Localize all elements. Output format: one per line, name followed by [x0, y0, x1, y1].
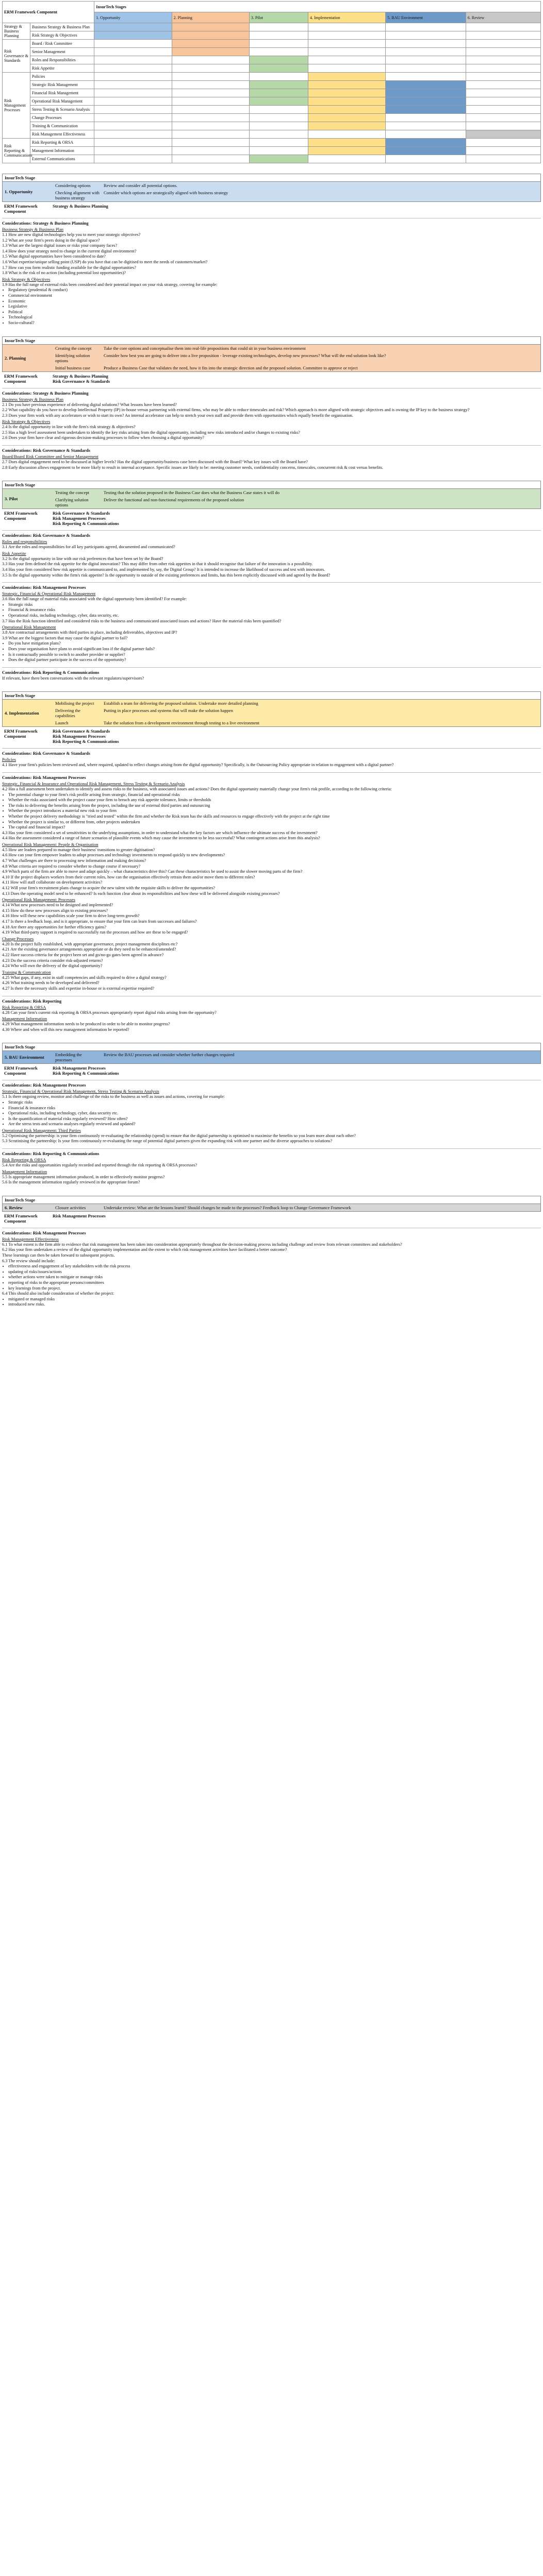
efc-value: Risk Management Processes [53, 1065, 106, 1071]
efc-value: Strategy & Business Planning [53, 373, 108, 379]
bullet-item: • Financial & insurance risks [8, 607, 541, 613]
matrix-row: Senior Management [30, 48, 94, 56]
bullet-item: • updating of risks/issues/actions [8, 1269, 541, 1275]
subsection-title: Change Processes [2, 936, 34, 941]
substage-name: Launch [55, 720, 69, 726]
question: 4.1 Have your firm's policies been reviewed and, where required, updated to reflect changes arising from the digital opportunity? Specifically, is the Outsourcing Policy appropriate in relation to engagement with a digital partner? [2, 762, 394, 768]
efc-value: Risk Management Processes [53, 516, 106, 521]
question: 3.1 Are the roles and responsibilities for all key participants agreed, documented and communicated? [2, 545, 175, 550]
bullet-item: • Are the stress tests and scenario analyses regularly reviewed and updated? [8, 1122, 541, 1127]
matrix-row: Risk Reporting & ORSA [30, 139, 94, 147]
bullet-item: • Political [8, 310, 541, 315]
stage-name: 5. BAU Environment [5, 1055, 44, 1060]
bullet-item: • whether actions were taken to mitigate or manage risks [8, 1275, 541, 1280]
question: 4.8 What criteria are required to consider whether to change course if necessary? [2, 863, 141, 869]
matrix-row: Management Information [30, 147, 94, 155]
question: 6.2 Has your firm undertaken a review of the digital opportunity implementation and the extent to which risk management activities have facilitated a better outcome? [2, 1247, 287, 1252]
question: 3.4 Has your firm considered how risk appetite is communicated to, and implemented by, say, the Digital Group? It is intended to increase the likelihood of success and test with innovators. [2, 567, 325, 572]
question: 5.1 Is there ongoing review, monitor and challenge of the risks to the business as well as issues and actions, covering for example: [2, 1094, 225, 1099]
matrix-cell-filled [466, 130, 540, 139]
stage-panel-implementation [2, 691, 541, 727]
question: 2.3 Does your firm work with any accelerators or wish to start its own? An internal accelerator can help to stretch your own staff and provide them with opportunities which equally benefit the organisation. [2, 413, 354, 418]
substage-desc: Testing that the solution proposed in the Business Case does what the Business Case states it will do [104, 490, 280, 496]
subsection-title: Policies [2, 757, 16, 762]
bullet-list [2, 287, 541, 326]
subsection-title: Business Strategy & Business Plan [2, 227, 64, 232]
subsection-title: Risk Strategy & Objectives [2, 419, 51, 425]
subsection-title: Risk Appetite [2, 550, 26, 556]
substage-desc: Undertake review: What are the lessons learnt? Should changes be made to the processes? Feedback loop to Change Governance Framework [104, 1205, 351, 1210]
question: If relevant, have there been conversations with the relevant regulators/supervisors? [2, 675, 144, 681]
stage-name: 6. Review [5, 1205, 23, 1210]
matrix-cell-filled [308, 147, 385, 155]
erm-component-list [2, 728, 541, 744]
matrix-cell-filled [94, 31, 172, 40]
matrix-cell-filled [308, 122, 385, 130]
question: 4.18 Are there any opportunities for further efficiency gains? [2, 924, 106, 929]
considerations-section [2, 582, 541, 663]
efc-label: ERM Framework Component [4, 1213, 38, 1224]
matrix-cell-filled [386, 89, 466, 97]
bullet-item: • Legislative [8, 304, 541, 310]
bullet-item: • Operational risks, including technology, cyber, data security etc. [8, 1111, 541, 1116]
subsection-title: Management Information [2, 1168, 47, 1174]
bullet-item: • Commercial environment [8, 293, 541, 299]
matrix-row: Financial Risk Management [30, 89, 94, 97]
question: 1.2 What are your firm's peers doing in the digital space? [2, 238, 100, 243]
matrix-cell-filled [172, 40, 249, 48]
matrix-cell-filled [172, 23, 249, 31]
question: 1.1 How are new digital technologies help you to meet your strategic objectives? [2, 232, 141, 237]
question: 4.13 Does the operating model need to be enhanced? Is each function clear about its responsibilities and how these will be delivered alongside existing processes? [2, 891, 280, 896]
substage-desc: Consider which options are strategically aligned with business strategy [104, 190, 228, 195]
bullet-item: • Do you have mitigation plans? [8, 641, 541, 647]
matrix-cell-filled [308, 106, 385, 114]
matrix-stages-header: InsurTech Stages [94, 2, 541, 12]
bullet-item: • effectiveness and engagement of key stakeholders with the risk process [8, 1264, 541, 1269]
considerations-title: Considerations: Risk Management Processes [2, 585, 86, 590]
bullet-item: • Socio-cultural? [8, 320, 541, 326]
question: 4.19 What third-party support is required to successfully run the processes and how are these to be engaged? [2, 930, 188, 935]
question: 4.2 Has a full assessment been undertaken to identify and assess risks to the business, with associated issues and actions? Does the digital opportunity materially change your firm's risk profile, according to the following criteria: [2, 786, 392, 791]
matrix-row: Board / Risk Committee [30, 40, 94, 48]
question: 4.25 What gaps, if any, exist in staff competencies and skills required to drive a digital strategy? [2, 975, 167, 980]
bullet-item: • reporting of risks to the appropriate persons/committees [8, 1280, 541, 1286]
question: 5.4 Are the risks and opportunities regularly recorded and reported through the risk reporting & ORSA processes? [2, 1163, 198, 1168]
considerations-title: Considerations: Risk Management Processes [2, 1230, 86, 1235]
subsection-title: Operational Risk Management: Processes [2, 897, 75, 903]
stage-name: 1. Opportunity [5, 189, 33, 194]
bullet-item: • Strategic risks [8, 602, 541, 608]
bullet-list [2, 1297, 541, 1308]
matrix-row: Strategic Risk Management [30, 81, 94, 89]
question: 4.23 Do the success criteria consider risk-adjusted returns? [2, 958, 103, 963]
matrix-cell-filled [249, 155, 308, 163]
considerations-title: Considerations: Risk Management Processes [2, 774, 86, 780]
considerations-section [2, 996, 541, 1033]
bullet-item: • Operational risks, including technology, cyber, data security, etc. [8, 613, 541, 619]
bullet-item: • mitigated or managed risks [8, 1297, 541, 1302]
stage-header: InsurTech Stage [3, 692, 541, 700]
matrix-cell-filled [386, 106, 466, 114]
efc-value: Strategy & Business Planning [53, 204, 108, 209]
matrix-cell-filled [249, 56, 308, 64]
bullet-item: • Technological [8, 315, 541, 320]
matrix-stage-review: 6. Review [466, 12, 540, 23]
efc-value: Risk Governance & Standards [53, 728, 110, 734]
bullet-item: • Economic [8, 299, 541, 304]
substage-desc: Consider how best you are going to deliver into a live proposition - leverage existing technologies, develop new processes? What will the end solution look like? [104, 352, 386, 358]
subsection-title: Operational Risk Management: Third Parties [2, 1127, 81, 1133]
matrix-stage-opportunity: 1. Opportunity [94, 12, 172, 23]
stage-header: InsurTech Stage [3, 1043, 541, 1051]
considerations-title: Considerations: Risk Reporting & Communications [2, 1151, 100, 1157]
question: 6.4 This should also include consideration of whether the project: [2, 1291, 114, 1296]
stage-header: InsurTech Stage [3, 481, 541, 489]
considerations-section [2, 1228, 541, 1308]
erm-component-list [2, 1213, 541, 1224]
considerations-section [2, 667, 541, 682]
question: These learnings can then be taken forward to subsequent projects. [2, 1253, 115, 1258]
matrix-cell-filled [249, 89, 308, 97]
question: 4.11 How will staff collaborate on development activities? [2, 880, 103, 885]
efc-value: Risk Reporting & Communications [53, 521, 119, 527]
question: 2.1 Do you have previous experience of delivering digital solutions? What lessons have been learned? [2, 402, 177, 407]
subsection-title: Strategic, Financial & Operational Risk Management, Stress Testing & Scenario Analysis [2, 1089, 159, 1094]
considerations-section [2, 772, 541, 992]
erm-component-list [2, 511, 541, 526]
efc-label: ERM Framework Component [4, 1065, 38, 1076]
question: 4.10 If the project displaces workers from their current roles, how can the organisation effectively retrain them and/or move them to different roles? [2, 874, 255, 879]
question: 4.29 What management information needs to be produced in order to be able to monitor progress? [2, 1022, 170, 1027]
matrix-stage-planning: 2. Planning [172, 12, 249, 23]
question: 3.5 Is the digital opportunity within the firm's risk appetite? Is the opportunity to outside of the existing preferences and limits, has this been explicitly discussed with and agreed by the Board? [2, 572, 331, 578]
considerations-section [2, 388, 541, 442]
substage-name: Creating the concept [55, 345, 92, 351]
question: 3.2 Is the digital opportunity in line with our risk preferences that have been set by the Board? [2, 556, 163, 561]
bullet-item: • Financial & insurance risks [8, 1106, 541, 1111]
question: 4.9 Which parts of the firm are able to move and adapt quickly – what characteristics drive this? Can these characteristics be used to assist the slower moving parts of the firm? [2, 869, 303, 874]
matrix-row: Training & Communication [30, 122, 94, 130]
matrix-cell-filled [172, 31, 249, 40]
bullet-item: • Whether the project delivery methodology is "tried and tested" within the firm and whether the Risk team has the skills and resources to engage effectively with the project at the right time [8, 814, 541, 820]
matrix-row: Risk Strategy & Objectives [30, 31, 94, 40]
substage-name: Testing the concept [55, 490, 89, 496]
matrix-cell-filled [94, 23, 172, 31]
substage-name: Considering options [55, 183, 91, 188]
question: 4.15 How do these new processes align to existing processes? [2, 908, 108, 913]
question: 4.21 Are the existing governance arrangements appropriate or do they need to be enhanced/amended? [2, 947, 176, 952]
efc-value: Risk Governance & Standards [53, 511, 110, 516]
stage-panel-opportunity [2, 174, 541, 202]
subsection-title: Roles and responsibilities [2, 539, 47, 545]
considerations-section [2, 1080, 541, 1144]
question: 2.4 Is the digital opportunity in line with the firm's risk strategy & objectives? [2, 425, 136, 430]
matrix-row: Risk Management Effectiveness [30, 130, 94, 139]
matrix-cell-filled [386, 97, 466, 106]
matrix-cell-filled [386, 139, 466, 147]
bullet-list [2, 602, 541, 619]
substage-desc: Establish a team for delivering the proposed solution. Undertake more detailed planning [104, 701, 258, 706]
matrix-cell-filled [308, 139, 385, 147]
bullet-item: • introduced new risks. [8, 1302, 541, 1308]
efc-value: Risk Management Processes [53, 734, 106, 739]
stage-header: InsurTech Stage [3, 174, 541, 182]
substage-name: Initial business case [55, 365, 90, 370]
considerations-title: Considerations: Risk Management Processes [2, 1082, 86, 1088]
bullet-item: • Is it contractually possible to switch to another provider or supplier? [8, 652, 541, 658]
efc-value: Risk Management Processes [53, 1213, 106, 1218]
subsection-title: Management Information [2, 1016, 47, 1022]
question: 3.8 Are contractual arrangements with third parties in place, including deliverables, objectives and IP? [2, 630, 177, 635]
substage-desc: Deliver the functional and non-functional requirements of the proposed solution [104, 497, 244, 503]
bullet-list [2, 1100, 541, 1127]
matrix-cell-filled [249, 81, 308, 89]
question: 4.17 Is there a feedback loop, and is it appropriate, to ensure that your firm can learn from successes and failures? [2, 919, 197, 924]
question: 5.3 Scrutinising the partnership: Is your firm continuously re-evaluating the range of potential digital partners given the expanding risk with one partner and the diverse approaches to solutions? [2, 1139, 333, 1144]
matrix-component-reporting: Risk Reporting & Communications [3, 139, 30, 163]
efc-label: ERM Framework Component [4, 728, 38, 739]
question: 4.16 How will these new capabilities scale your firm to drive long-term growth? [2, 913, 140, 919]
question: 1.8 What is the risk of no action (including potential lost opportunities)? [2, 270, 126, 276]
bullet-item: • Whether the risks associated with the project cause your firm to breach any risk appetite tolerance, limits or thresholds [8, 798, 541, 803]
subsection-title: Strategic, Financial & Insurance and Operational Risk Management, Stress Testing & Scenario Analysis [2, 781, 185, 786]
question: 2.7 Does digital engagement need to be discussed at higher levels? Has the digital opportunity/business case been discussed with the Board? What key issues will the Board have? [2, 460, 308, 465]
question: 4.4 Has the assessment considered a range of future scenarios of plausible events which may cause the investment to be less successful? What contingent actions arise from this analysis? [2, 836, 320, 841]
question: 2.5 Has a high level assessment been undertaken to identify the key risks arising from the digital opportunity, including new risks introduced and/or changes to existing risks? [2, 430, 300, 435]
bullet-item: • Regulatory (prudential & conduct) [8, 287, 541, 293]
question: 4.22 Have success criteria for the project been set and go/no-go gates been agreed in advance? [2, 952, 164, 957]
matrix-cell-filled [249, 64, 308, 73]
question: 5.6 Is the management information regularly reviewed in the appropriate forum? [2, 1180, 140, 1185]
substage-desc: Produce a Business Case that validates the need, how it fits into the strategic direction and the proposed solution. Committee to approve or reject [104, 365, 358, 370]
matrix-row: Policies [30, 73, 94, 81]
matrix-cell-filled [249, 97, 308, 106]
matrix-cell-filled [308, 89, 385, 97]
stage-panel-pilot [2, 481, 541, 509]
bullet-list [2, 792, 541, 831]
question: 3.6 Has the full range of material risks associated with the digital opportunity been identified? For example: [2, 597, 187, 602]
erm-component-list [2, 374, 541, 384]
subsection-title: Board/Board Risk Committee and Senior Management [2, 454, 98, 460]
matrix-row: Operational Risk Management [30, 97, 94, 106]
considerations-section [2, 218, 541, 326]
bullet-item: • The capital and financial impact? [8, 825, 541, 831]
subsection-title: Risk Reporting & ORSA [2, 1157, 46, 1163]
bullet-item: • Does the digital partner participate in the success of the opportunity? [8, 657, 541, 663]
substage-desc: Take the core options and conceptualise them into real-life propositions that could sit in your business environment [104, 345, 306, 351]
subsection-title: Risk Management Effectiveness [2, 1236, 59, 1242]
matrix-cell-filled [308, 114, 385, 122]
considerations-title: Considerations: Risk Governance & Standards [2, 533, 90, 538]
stage-name: 3. Pilot [5, 496, 18, 502]
question: 1.9 Has the full range of external risks been considered and their potential impact on your risk strategy, covering for example: [2, 282, 218, 287]
question: 4.5 How are leaders prepared to manage their business' transitions to greater digitisation? [2, 847, 155, 852]
question: 2.6 Does your firm have clear and rigorous decision-making processes to follow when choosing a digital opportunity? [2, 435, 204, 440]
efc-value: Risk Reporting & Communications [53, 739, 119, 744]
matrix-cell-filled [386, 147, 466, 155]
matrix-row: Risk Appetite [30, 64, 94, 73]
bullet-item: • Is the quantification of material risks regularly reviewed? How often? [8, 1116, 541, 1122]
question: 2.2 What capability do you have to develop Intellectual Property (IP) in-house versus partnering with external firms, who may be able to reduce timescales and risk? Which approach is more aligned with strategic objectives and is owning the IP key to the business strategy? [2, 408, 470, 413]
bullet-item: • Whether the project is similar to, or different from, other projects undertaken [8, 820, 541, 825]
question: 4.30 Where and when will this new management information be reported? [2, 1027, 129, 1032]
question: 3.3 Has your firm defined the risk appetite for the digital innovation? This may differ from other risk appetites in that it should recognise that failure of the innovation is a possibility. [2, 562, 313, 567]
matrix-row: External Communications [30, 155, 94, 163]
question: 4.27 Is there the necessary skills and expertise in-house or is external expertise required? [2, 986, 154, 991]
matrix-component-processes: Risk Management Processes [3, 73, 30, 139]
question: 4.28 Can your firm's current risk reporting & ORSA processes appropriately report digital risks arising from the opportunity? [2, 1010, 217, 1015]
question: 2.8 Early discussion allows engagement to be more likely to result in internal acceptance. Specific issues are likely to be: meeting customer needs, confidentiality concerns, timescales, concurrent risk & cost versus benefits. [2, 465, 383, 470]
considerations-title: Considerations: Strategy & Business Planning [2, 390, 89, 396]
subsection-title: Operational Risk Management [2, 624, 56, 630]
stage-panel-planning [2, 336, 541, 372]
bullet-item: • Does your organisation have plans to avoid significant loss if the digital partner fails? [8, 647, 541, 652]
substage-desc: Take the solution from a development environment through testing to a live environment [104, 720, 260, 726]
substage-desc: Putting in place processes and systems that will make the solution happen [104, 708, 233, 714]
question: 3.7 Has the Risk function identified and considered risks to the business and communicated associated issues and actions? Have the material risks been quantified? [2, 618, 282, 623]
subsection-title: Business Strategy & Business Plan [2, 396, 64, 402]
matrix-component-strategy: Strategy & Business Planning [3, 23, 30, 40]
subsection-title: Strategic, Financial & Operational Risk Management [2, 591, 96, 597]
question: 4.24 Who will own the delivery of the digital opportunity? [2, 963, 103, 969]
question: 1.6 What expertise/unique selling point (USP) do you have that can be digitised to meet the needs of customers/market? [2, 259, 208, 264]
bullet-item: • Strategic risks [8, 1100, 541, 1106]
question: 1.3 What are the largest digital issues or risks your company faces? [2, 243, 118, 248]
subsection-title: Training & Communication [2, 969, 51, 975]
substage-name: Closure activities [55, 1205, 86, 1210]
efc-value: Risk Reporting & Communications [53, 1071, 119, 1076]
matrix-cell-filled [172, 48, 249, 56]
bullet-item: • The risks to delivering the benefits arising from the project, including the use of external third parties and outsourcing [8, 803, 541, 809]
efc-value: Risk Governance & Standards [53, 378, 110, 384]
question: 4.7 What challenges are there to processing new information and making decisions? [2, 858, 146, 863]
matrix-row: Roles and Responsibilities [30, 56, 94, 64]
bullet-item: • The potential change to your firm's risk profile arising from strategic, financial and operational risks [8, 792, 541, 798]
considerations-section [2, 1148, 541, 1185]
erm-component-list [2, 204, 541, 214]
question: 4.14 What new processes need to be designed and implemented? [2, 903, 113, 908]
substage-name: Identifying solution options [55, 352, 90, 363]
matrix-cell-filled [308, 81, 385, 89]
considerations-title: Considerations: Risk Governance & Standards [2, 448, 90, 453]
substage-name: Delivering the capabilities [55, 708, 80, 719]
matrix-row: Business Strategy & Business Plan [30, 23, 94, 31]
matrix-cell-filled [308, 73, 385, 81]
matrix-cell-filled [308, 97, 385, 106]
question: 5.2 Optimising the partnership: is your firm continuously re-evaluating the relationship (spend) to ensure that the digital partnership is optimised to maximise the benefits so you learn more about each other? [2, 1133, 356, 1138]
question: 4.3 Has your firm considered a set of sensitivities to the underlying assumptions, in order to understand what the key factors are which influence the ultimate success of the investment? [2, 830, 318, 835]
considerations-title: Considerations: Risk Reporting & Communications [2, 669, 100, 675]
stage-panel-bau [2, 1043, 541, 1064]
question: 1.4 How does your strategy need to change in the current digital environment? [2, 248, 137, 253]
question: 4.20 Is the project fully established, with appropriate governance, project management disciplines etc? [2, 941, 178, 946]
stage-header: InsurTech Stage [3, 336, 541, 344]
efc-label: ERM Framework Component [4, 373, 38, 384]
matrix-stage-implementation: 4. Implementation [308, 12, 385, 23]
substage-desc: Review the BAU processes and consider whether further changes required [104, 1052, 235, 1058]
question: 6.3 The review should include: [2, 1258, 55, 1263]
stage-header: InsurTech Stage [3, 1196, 541, 1204]
bullet-list [2, 1264, 541, 1291]
matrix-stage-pilot: 3. Pilot [249, 12, 308, 23]
stage-name: 4. Implementation [5, 710, 39, 716]
matrix-component-governance: Risk Governance & Standards [3, 40, 30, 73]
subsection-title: Operational Risk Management: People & Organisation [2, 841, 98, 847]
matrix-stage-bau: 5. BAU Environment [386, 12, 466, 23]
subsection-title: Risk Strategy & Objectives [2, 276, 51, 282]
substage-name: Checking alignment with business strategy [55, 190, 100, 200]
stage-panel-review [2, 1196, 541, 1212]
considerations-section [2, 445, 541, 470]
question: 4.6 How can your firm empower leaders to adopt processes and technology investments to respond quickly to new developments? [2, 853, 225, 858]
subsection-title: Risk Reporting & ORSA [2, 1004, 46, 1010]
question: 4.12 Will your firm's recruitment plans change to acquire the new talent with the requisite skills to deliver the opportunities? [2, 886, 215, 891]
considerations-title: Considerations: Strategy & Business Planning [2, 221, 89, 226]
bullet-list [2, 641, 541, 663]
substage-name: Embedding the processes [55, 1052, 82, 1063]
substage-name: Clarifying solution options [55, 497, 89, 508]
erm-stage-matrix [2, 1, 541, 163]
bullet-item: • key learnings from the project. [8, 1286, 541, 1292]
stage-name: 2. Planning [5, 355, 26, 361]
efc-label: ERM Framework Component [4, 204, 38, 214]
considerations-title: Considerations: Risk Governance & Standards [2, 751, 90, 756]
question: 6.1 To what extent is the firm able to evidence that risk management has been taken into consideration appropriately throughout the decision-making process including challenge and review from relevant committees and stakeholders? [2, 1242, 402, 1247]
question: 1.5 What digital opportunities have been considered to date? [2, 254, 106, 259]
considerations-title: Considerations: Risk Reporting [2, 998, 62, 1004]
matrix-cell-filled [386, 81, 466, 89]
considerations-section [2, 748, 541, 768]
matrix-row: Change Processes [30, 114, 94, 122]
bullet-item: • Whether the project introduces a material new risk to your firm [8, 808, 541, 814]
matrix-framework-header: ERM Framework Component [3, 2, 94, 23]
efc-label: ERM Framework Component [4, 511, 38, 521]
matrix-row: Stress Testing & Scenario Analysis [30, 106, 94, 114]
considerations-section [2, 530, 541, 578]
erm-component-list [2, 1065, 541, 1076]
substage-desc: Review and consider all potential options. [104, 183, 178, 188]
question: 5.5 Is appropriate management information produced, in order to effectively monitor progress? [2, 1174, 165, 1179]
question: 1.7 How can you form realistic funding available for the digital opportunities? [2, 265, 136, 270]
question: 4.26 What training needs to be developed and delivered? [2, 980, 100, 986]
question: 3.9 What are the biggest factors that may cause the digital partner to fail? [2, 635, 128, 640]
substage-name: Mobilising the project [55, 701, 94, 706]
